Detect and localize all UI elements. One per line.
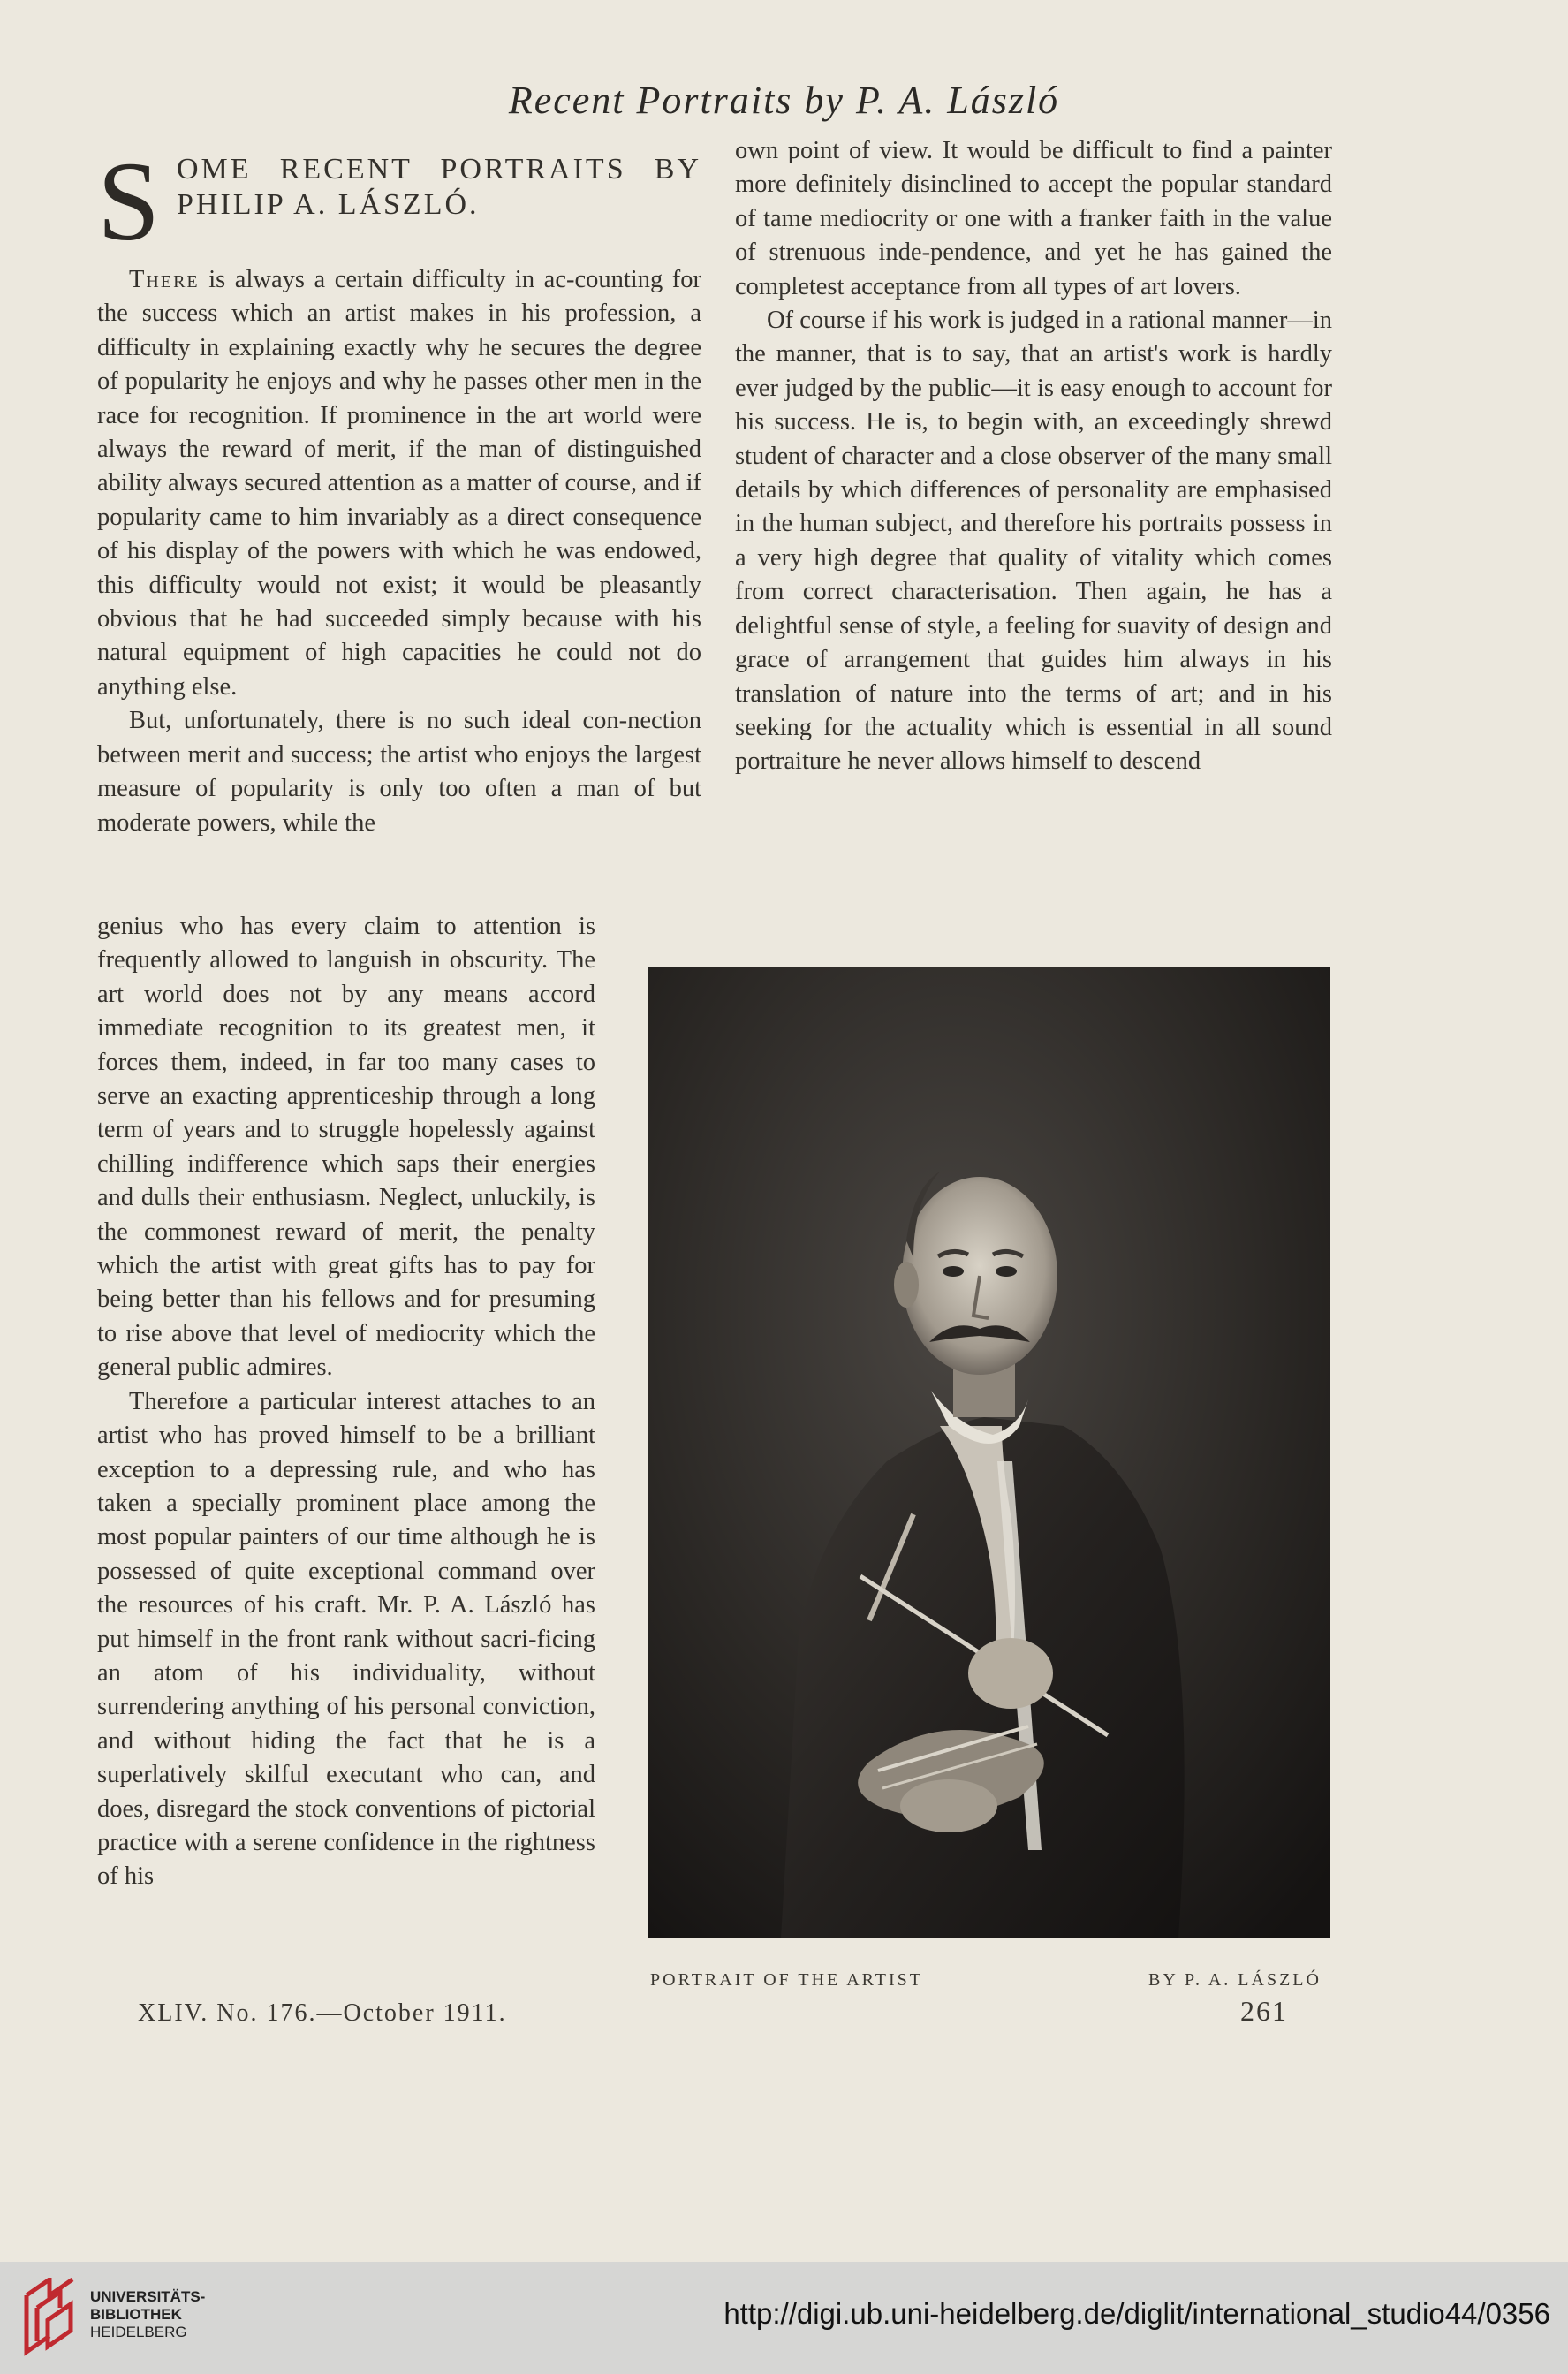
library-logo-icon: [19, 2278, 81, 2357]
paragraph-2-lower: genius who has every claim to attention is frequently allowed to languish in obscurity. The art world does not by any means accord immediate recognition to its greatest men, it forces them, indeed, in far too many cases to serve an exacting apprenticeship through a long term of years and to struggle hopelessly against chilling indifference which saps their energies and dulls their enthusiasm. Neglect, unluckily, is the commonest reward of merit, the penalty which the artist with great gifts has to pay for being better than his fellows and for presuming to rise above that level of mediocrity which the general public admires.: [97, 913, 595, 1382]
paragraph-1-lead: There: [129, 266, 200, 293]
left-column-lower: [97, 910, 595, 1894]
footer-bar: [0, 2262, 1568, 2374]
issue-line: XLIV. No. 176.—October 1911.: [138, 1999, 507, 2027]
library-name-line-3: HEIDELBERG: [90, 2324, 187, 2340]
portrait-image: [648, 967, 1330, 1938]
paragraph-3: Therefore a particular interest attaches to an artist who has proved himself to be a brilliant exception to a depressing rule, and who has taken a specially prominent place among the most popular painters of our time although he is possessed of quite exceptional command over the resources of his craft. Mr. P. A. László has put himself in the front rank without sacri-ficing an atom of his individuality, without surrendering anything of his personal conviction, and without hiding the fact that he is a superlatively skilful executant who can, and does, disregard the stock conventions of pictorial practice with a serene confidence in the rightness of his: [97, 1387, 595, 1891]
figure-caption-title: PORTRAIT OF THE ARTIST: [650, 1970, 923, 1990]
right-column: [735, 134, 1332, 779]
portrait-illustration: [648, 967, 1330, 1938]
paragraph-2-upper: But, unfortunately, there is no such ideal con-nection between merit and success; the artist who enjoys the largest measure of popularity is only too often a man of but moderate powers, while the: [97, 707, 701, 837]
paragraph-4: own point of view. It would be difficult to find a painter more definitely disinclined to accept the popular standard of tame mediocrity or one with a franker faith in the value of strenuous inde-pendence, and yet he has gained the completest acceptance from all types of art lovers.: [735, 137, 1332, 300]
source-url-link[interactable]: http://digi.ub.uni-heidelberg.de/diglit/international_studio44/0356: [723, 2297, 1550, 2330]
running-head: Recent Portraits by P. A. László: [508, 79, 1060, 122]
library-name-line-2: BIBLIOTHEK: [90, 2306, 182, 2323]
article-heading: [97, 139, 701, 264]
left-column-upper: [97, 139, 701, 840]
heading-line-2: PHILIP A. LÁSZLÓ.: [177, 188, 480, 221]
drop-cap: S: [97, 139, 161, 264]
paragraph-5: Of course if his work is judged in a rational manner—in the manner, that is to say, that an artist's work is hardly ever judged by the public—it is easy enough to account for his success. He is, to begin with, an exceedingly shrewd student of character and a close observer of the many small details by which differences of personality are emphasised in the human subject, and therefore his portraits possess in a very high degree that quality of vitality which comes from correct characterisation. Then again, he has a delightful sense of style, a feeling for suavity of design and grace of arrangement that guides him always in his translation of nature into the terms of art; and in his seeking for the actuality which is essential in all sound portraiture he never allows himself to descend: [735, 307, 1332, 776]
library-name: [90, 2288, 205, 2341]
paragraph-1: [97, 263, 701, 704]
paragraph-1-text: is always a certain difficulty in ac-counting for the success which an artist makes in his profession, a difficulty in explaining exactly why he secures the degree of popularity he enjoys and why he passes other men in the race for recognition. If prominence in the art world were always the reward of merit, if the man of distinguished ability always secured attention as a matter of course, and if popularity came to him invariably as a direct consequence of his display of the powers with which he was endowed, this difficulty would not exist; it would be pleasantly obvious that he had succeeded simply because with his natural equipment of high capacities he could not do anything else.: [97, 266, 701, 701]
heading-line-1: OME RECENT PORTRAITS BY: [177, 153, 701, 186]
page-number: 261: [1240, 1995, 1288, 2027]
library-name-line-1: UNIVERSITÄTS-: [90, 2288, 206, 2305]
figure-caption-credit: BY P. A. LÁSZLÓ: [1148, 1970, 1322, 1990]
